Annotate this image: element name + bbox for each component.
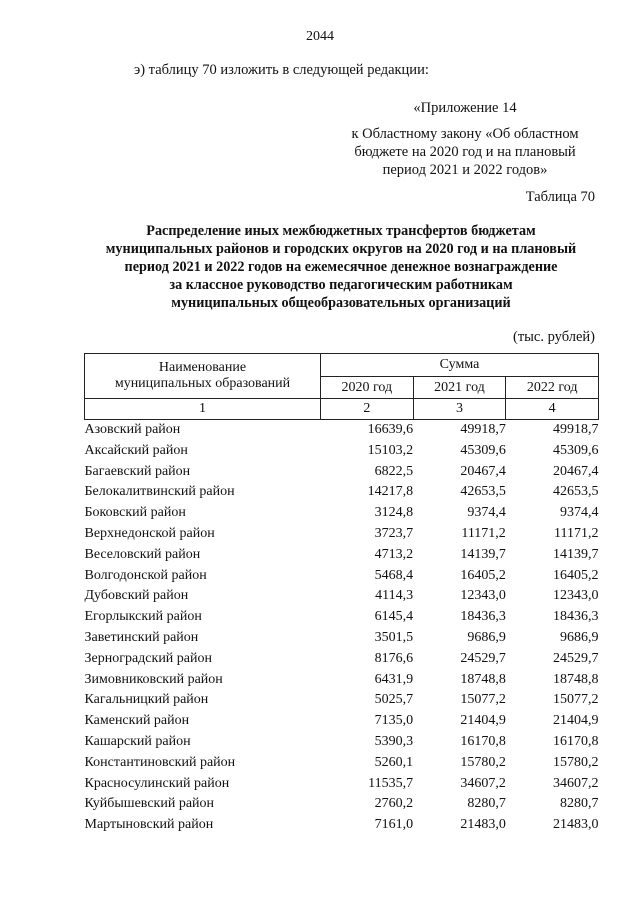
appendix-reference (340, 99, 590, 179)
value-2020: 2760,2 (374, 796, 414, 812)
table-row (85, 753, 599, 774)
column-index: 3 (413, 399, 506, 420)
transfers-table (84, 353, 599, 836)
name-header-line: муниципальных образований (114, 376, 291, 391)
value-2020: 6431,9 (374, 671, 414, 687)
municipality-name: Азовский район (84, 422, 181, 437)
value-2020: 4713,2 (374, 546, 414, 562)
value-2022: 16170,8 (553, 733, 599, 749)
value-2021: 18748,8 (460, 671, 506, 687)
municipality-name: Боковский район (84, 505, 186, 521)
instruction-text: э) таблицу 70 изложить в следующей редакции: (134, 62, 429, 78)
municipality-name: Мартыновский район (84, 817, 214, 833)
appendix-line: бюджете на 2020 год и на плановый (354, 144, 576, 160)
title-line: муниципальных районов и городских округов на 2020 год и на плановый (105, 241, 577, 257)
value-2020: 3501,5 (374, 629, 414, 645)
value-2020: 5468,4 (374, 567, 414, 583)
value-2020: 3723,7 (374, 525, 414, 541)
value-2021: 15780,2 (460, 754, 506, 770)
title-line: муниципальных общеобразовательных организаций (171, 295, 511, 311)
municipality-name: Веселовский район (84, 546, 201, 562)
value-2021: 16405,2 (460, 567, 506, 583)
table-row (85, 441, 599, 462)
table-body (85, 420, 599, 836)
value-2021: 42653,5 (460, 484, 506, 500)
municipality-name: Каменский район (84, 713, 190, 729)
table-row (85, 815, 599, 836)
value-2021: 21404,9 (460, 713, 506, 729)
value-2022: 15077,2 (553, 692, 599, 708)
value-2022: 11171,2 (554, 525, 599, 541)
table-number: Таблица 70 (525, 189, 595, 205)
value-2022: 42653,5 (553, 484, 599, 500)
value-2020: 5025,7 (374, 692, 414, 708)
table-row (85, 732, 599, 753)
value-2021: 45309,6 (460, 442, 506, 458)
value-2022: 18748,8 (553, 671, 599, 687)
municipality-name: Белокалитвинский район (84, 484, 235, 500)
name-column-header (85, 354, 321, 399)
title-line: за классное руководство педагогическим работникам (169, 277, 513, 293)
value-2022: 49918,7 (553, 422, 599, 437)
municipality-name: Верхнедонской район (84, 525, 215, 541)
value-2021: 11171,2 (461, 525, 506, 541)
value-2021: 12343,0 (460, 588, 506, 604)
municipality-name: Волгодонской район (84, 567, 207, 583)
value-2021: 9686,9 (467, 629, 506, 645)
municipality-name: Красносулинский район (84, 775, 230, 791)
table-row (85, 482, 599, 503)
value-2020: 15103,2 (367, 442, 414, 458)
value-2020: 14217,8 (367, 484, 414, 500)
table-row (85, 545, 599, 566)
column-index: 2 (321, 399, 414, 420)
municipality-name: Багаевский район (84, 463, 191, 479)
value-2022: 14139,7 (553, 546, 599, 562)
value-2020: 11535,7 (368, 775, 414, 791)
table-row (85, 420, 599, 441)
municipality-name: Аксайский район (84, 442, 188, 458)
year-header-2022: 2022 год (506, 377, 599, 399)
value-2020: 7135,0 (374, 713, 414, 729)
value-2021: 24529,7 (460, 650, 506, 666)
value-2022: 8280,7 (560, 796, 599, 812)
title-line: Распределение иных межбюджетных трансфертов бюджетам (146, 223, 536, 239)
table-row (85, 774, 599, 795)
table-row (85, 628, 599, 649)
year-header-2021: 2021 год (413, 377, 506, 399)
value-2020: 5260,1 (374, 754, 414, 770)
municipality-name: Егорлыкский район (84, 609, 202, 625)
column-index: 4 (506, 399, 599, 420)
value-2021: 21483,0 (460, 817, 506, 833)
page-number: 2044 (306, 29, 334, 44)
table-row (85, 670, 599, 691)
table-row (85, 794, 599, 815)
table-row (85, 462, 599, 483)
value-2022: 9374,4 (560, 505, 599, 521)
value-2021: 16170,8 (460, 733, 506, 749)
table-row (85, 607, 599, 628)
table-row (85, 690, 599, 711)
units-label: (тыс. рублей) (513, 329, 595, 345)
value-2022: 12343,0 (553, 588, 599, 604)
municipality-name: Заветинский район (84, 629, 199, 645)
value-2021: 49918,7 (460, 422, 506, 437)
value-2022: 24529,7 (553, 650, 599, 666)
value-2021: 15077,2 (460, 692, 506, 708)
value-2020: 8176,6 (374, 650, 414, 666)
municipality-name: Зимовниковский район (84, 671, 223, 687)
municipality-name: Куйбышевский район (84, 796, 215, 812)
table-row (85, 586, 599, 607)
municipality-name: Кашарский район (84, 733, 191, 749)
title-line: период 2021 и 2022 годов на ежемесячное денежное вознаграждение (124, 259, 558, 275)
municipality-name: Константиновский район (84, 754, 236, 770)
value-2020: 6822,5 (374, 463, 414, 479)
value-2021: 20467,4 (460, 463, 506, 479)
value-2020: 4114,3 (375, 588, 414, 604)
year-header-2020: 2020 год (321, 377, 414, 399)
municipality-name: Зерноградский район (84, 650, 212, 666)
table-row (85, 503, 599, 524)
value-2022: 45309,6 (553, 442, 599, 458)
value-2021: 34607,2 (460, 775, 506, 791)
value-2020: 3124,8 (374, 505, 414, 521)
value-2022: 15780,2 (553, 754, 599, 770)
table-header (85, 354, 599, 420)
value-2021: 18436,3 (460, 609, 506, 625)
appendix-line: период 2021 и 2022 годов» (382, 162, 548, 178)
name-header-line: Наименование (158, 360, 247, 375)
table-row (85, 566, 599, 587)
appendix-line: к Областному закону «Об областном (351, 126, 579, 142)
value-2021: 14139,7 (460, 546, 506, 562)
value-2022: 18436,3 (553, 609, 599, 625)
sum-column-header: Сумма (321, 354, 599, 377)
column-index: 1 (85, 399, 321, 420)
table-row (85, 711, 599, 732)
table-row (85, 649, 599, 670)
value-2022: 21404,9 (553, 713, 599, 729)
appendix-title: «Приложение 14 (413, 100, 517, 116)
value-2021: 9374,4 (467, 505, 506, 521)
value-2020: 16639,6 (367, 422, 414, 437)
value-2020: 6145,4 (374, 609, 414, 625)
municipality-name: Дубовский район (84, 588, 189, 604)
municipality-name: Кагальницкий район (84, 692, 209, 708)
table-row (85, 524, 599, 545)
value-2022: 34607,2 (553, 775, 599, 791)
value-2022: 20467,4 (553, 463, 599, 479)
value-2021: 8280,7 (467, 796, 506, 812)
value-2022: 9686,9 (560, 629, 599, 645)
value-2022: 21483,0 (553, 817, 599, 833)
document-title (84, 222, 598, 312)
value-2020: 5390,3 (374, 733, 414, 749)
value-2022: 16405,2 (553, 567, 599, 583)
value-2020: 7161,0 (374, 817, 414, 833)
